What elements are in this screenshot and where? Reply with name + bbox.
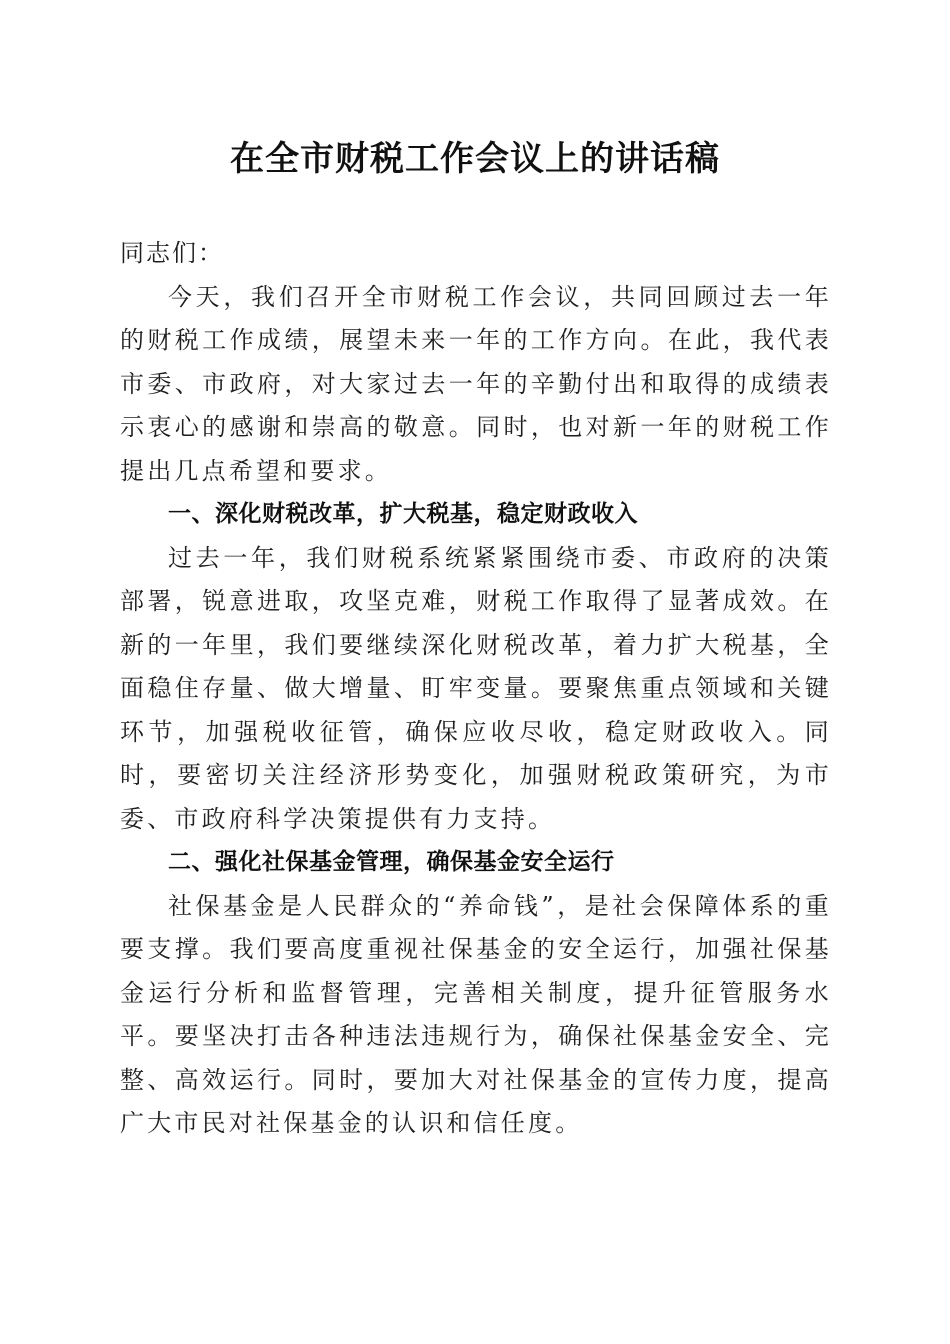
section-heading-2: 二、强化社保基金管理，确保基金安全运行 — [168, 849, 615, 875]
intro-paragraph: 今天，我们召开全市财税工作会议，共同回顾过去一年的财税工作成绩，展望未来一年的工作方向。在此，我代表市委、市政府，对大家过去一年的辛勤付出和取得的成绩表示衷心的感谢和崇高的敬意。同时，也对新一年的财税工作提出几点希望和要求。 — [120, 282, 832, 485]
salutation: 同志们： — [120, 239, 224, 267]
section-body-1: 过去一年，我们财税系统紧紧围绕市委、市政府的决策部署，锐意进取，攻坚克难，财税工作取得了显著成效。在新的一年里，我们要继续深化财税改革，着力扩大税基，全面稳住存量、做大增量、盯牢变量。要聚焦重点领域和关键环节，加强税收征管，确保应收尽收，稳定财政收入。同时，要密切关注经济形势变化，加强财税政策研究，为市委、市政府科学决策提供有力支持。 — [120, 543, 832, 833]
document-title: 在全市财税工作会议上的讲话稿 — [230, 139, 720, 179]
section-body-2: 社保基金是人民群众的“养命钱”，是社会保障体系的重要支撑。我们要高度重视社保基金的安全运行，加强社保基金运行分析和监督管理，完善相关制度，提升征管服务水平。要坚决打击各种违法违规行为，确保社保基金安全、完整、高效运行。同时，要加大对社保基金的宣传力度，提高广大市民对社保基金的认识和信任度。 — [120, 891, 832, 1137]
document-body — [120, 232, 832, 1146]
section-heading-1: 一、深化财税改革，扩大税基，稳定财政收入 — [168, 501, 638, 527]
